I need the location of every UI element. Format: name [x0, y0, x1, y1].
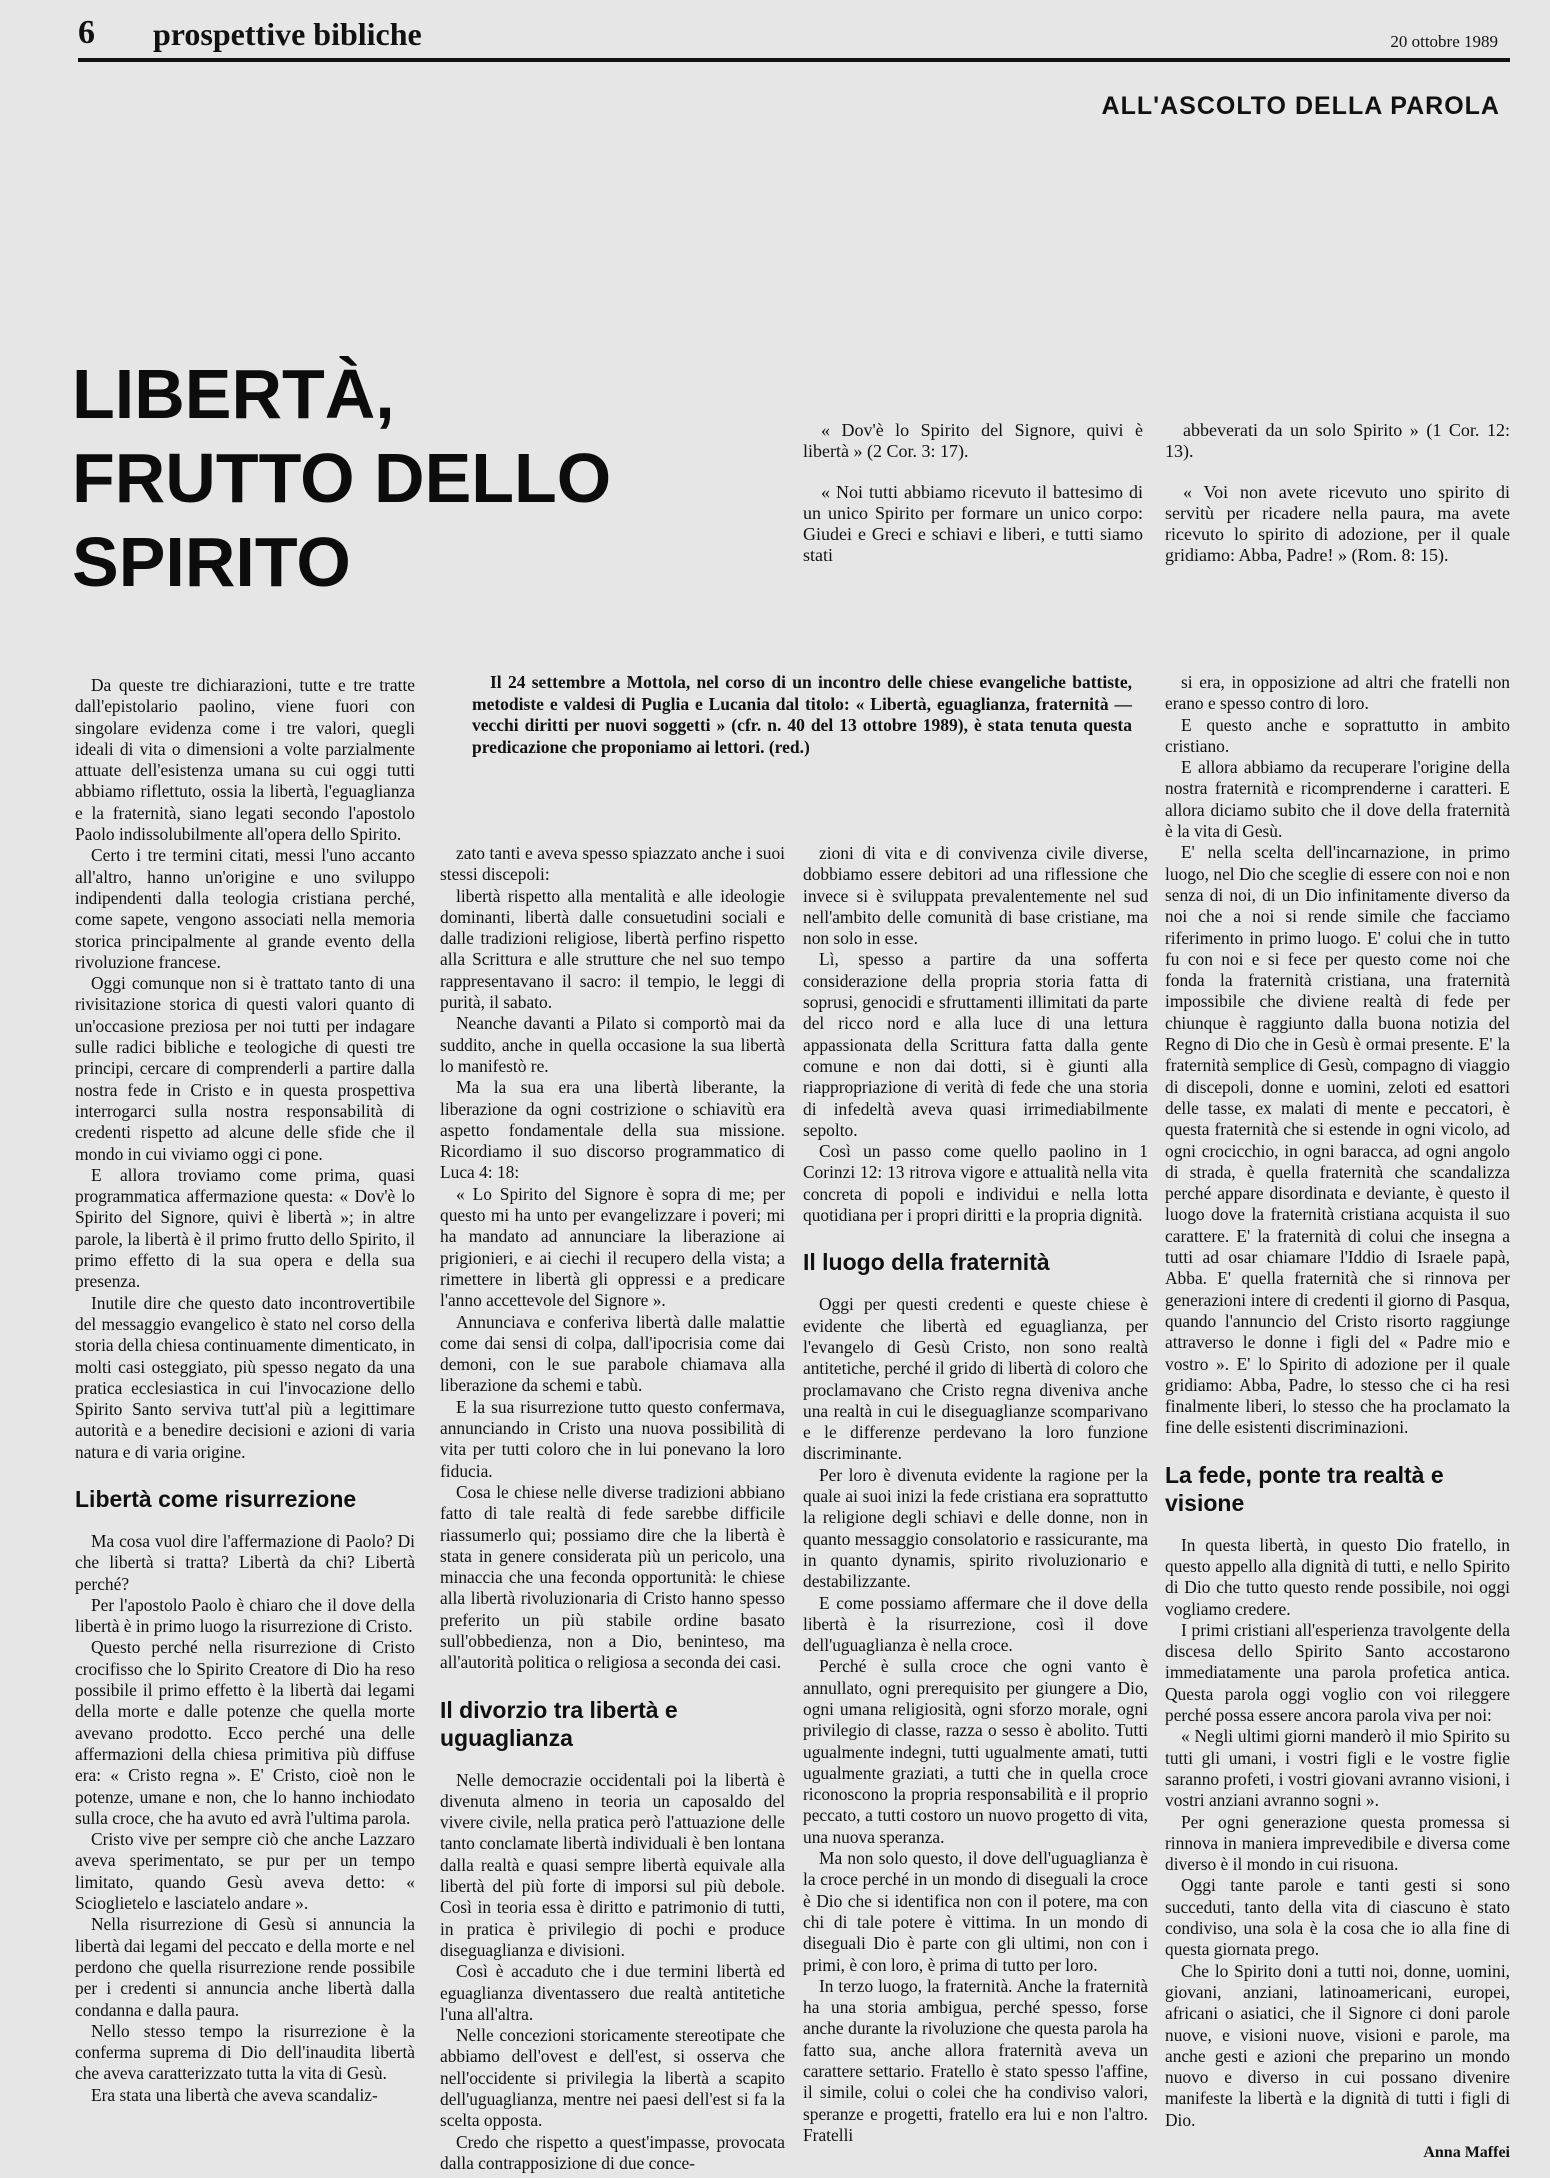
article-column-1	[75, 675, 415, 2145]
paragraph: Da queste tre dichiarazioni, tutte e tre tratte dall'epistolario paolino, viene fuori con singolare evidenza come i tre valori, quegli ideali di vita o dimensioni a volte parzialmente attuate dell'esistenza umana su cui oggi tutti abbiamo riflettuto, ossia la libertà, l'eguaglianza e la fraternità, siano legati secondo l'apostolo Paolo indissolubilmente all'opera dello Spirito.	[75, 675, 415, 845]
subheading: Il divorzio tra libertà e uguaglianza	[440, 1696, 678, 1751]
paragraph: Così un passo come quello paolino in 1 Corinzi 12: 13 ritrova vigore e attualità nella vita concreta di popoli e individui e nella lotta quotidiana per i propri diritti e la propria dignità.	[803, 1141, 1148, 1226]
column-body	[440, 843, 785, 1674]
epigraph-quotes-right	[1165, 420, 1510, 586]
column-body	[803, 843, 1148, 1226]
column-body	[803, 1294, 1148, 2146]
paragraph: Ma non solo questo, il dove dell'uguaglianza è la croce perché in un mondo di diseguali la croce è Dio che si identifica non con il potere, ma con chi di tale potere è vittima. In un mondo di diseguali Dio è parte con gli ultimi, non con i primi, è con loro, è prima di tutto per loro.	[803, 1848, 1148, 1975]
paragraph: Nelle democrazie occidentali poi la libertà è divenuta almeno in teoria un caposaldo del vivere civile, nella pratica però l'attuazione delle tanto conclamate libertà individuali è ben lontana dalla realtà e quasi sempre libertà equivale alla libertà del più forte di imporsi sul più debole. Così in teoria essa è diritto e patrimonio di tutti, in pratica è privilegio di pochi e produce diseguaglianza e divisioni.	[440, 1769, 785, 1960]
paragraph: Certo i tre termini citati, messi l'uno accanto all'altro, hanno un'origine e uno sviluppo indipendenti dalla teologia cristiana perché, come sapete, vengono associati nella memoria storica principalmente al grande evento della rivoluzione francese.	[75, 845, 415, 972]
paragraph: Annunciava e conferiva libertà dalle malattie come dai sensi di colpa, dall'ipocrisia come dai demoni, con le sue parabole chiamava alla liberazione da schemi e tabù.	[440, 1311, 785, 1396]
issue-date: 20 ottobre 1989	[1390, 32, 1498, 51]
editorial-intro: Il 24 settembre a Mottola, nel corso di un incontro delle chiese evangeliche battiste, metodiste e valdesi di Puglia e Lucania dal titolo: « Libertà, eguaglianza, fraternità — vecchi diritti per nuovi soggetti » (cfr. n. 40 del 13 ottobre 1989), è stata tenuta questa predicazione che proponiamo ai lettori. (red.)	[472, 672, 1132, 757]
article-title	[72, 352, 692, 604]
paragraph: Credo che rispetto a quest'impasse, provocata dalla contrapposizione di due conce-	[440, 2131, 785, 2173]
paragraph: E come possiamo affermare che il dove della libertà è la risurrezione, così il dove dell'uguaglianza è nella croce.	[803, 1592, 1148, 1656]
paragraph: E la sua risurrezione tutto questo confermava, annunciando in Cristo una nuova possibilità di vita per tutti coloro che in lui ponevano la loro fiducia.	[440, 1396, 785, 1481]
paragraph: « Lo Spirito del Signore è sopra di me; per questo mi ha unto per evangelizzare i poveri; mi ha mandato ad annunciare la liberazione ai prigionieri, e ai ciechi il recupero della vista; a rimettere in libertà gli oppressi e a predicare l'anno accettevole del Signore ».	[440, 1183, 785, 1311]
paragraph: libertà rispetto alla mentalità e alle ideologie dominanti, libertà dalle consuetudini sociali e dalle tradizioni religiose, libertà perfino rispetto alla Scrittura e alle strutture che nel suo tempo rappresentavano il sacro: il tempio, le leggi di purità, il sabato.	[440, 885, 785, 1013]
paragraph: Oggi per questi credenti e queste chiese è evidente che libertà ed eguaglianza, per l'evangelo di Gesù Cristo, non sono realtà antitetiche, perché il grido di libertà di coloro che proclamavano che Cristo regna diveniva anche una realtà in cui le diseguaglianze scomparivano e le differenze perdevano la loro funzione discriminante.	[803, 1294, 1148, 1464]
publication-name: prospettive bibliche	[153, 16, 422, 52]
paragraph: « Negli ultimi giorni manderò il mio Spirito su tutti gli umani, i vostri figli e le vostre figlie saranno profeti, i vostri giovani avranno visioni, i vostri anziani avranno sogni ».	[1165, 1726, 1510, 1811]
paragraph: Neanche davanti a Pilato si comportò mai da suddito, anche in quella occasione la sua libertà lo manifestò re.	[440, 1013, 785, 1076]
title-line: FRUTTO DELLO	[72, 439, 612, 517]
column-body	[440, 1770, 785, 2175]
section-label: ALL'ASCOLTO DELLA PAROLA	[1101, 92, 1500, 120]
paragraph: E' nella scelta dell'incarnazione, in primo luogo, nel Dio che sceglie di essere con noi e non senza di noi, di un Dio infinitamente diverso da noi che a noi si rende simile che facciamo riferimento in primo luogo. E' colui che in tutto fu con noi e si fece per questo come noi che fonda la fraternità cristiana, una fraternità impossibile che diviene realtà di fede per chiunque è raggiunto dalla buona notizia del Regno di Dio che in Gesù è ormai presente. E' la fraternità semplice di Gesù, compagno di viaggio di discepoli, donne e uomini, zeloti ed esattori delle tasse, ex malati di mente e peccatori, è questa fraternità che si estende in ogni vicolo, ad ogni crocicchio, in ogni baracca, ad ogni angolo di strada, è quella fraternità che scandalizza perché appare disordinata e deviante, è questo il luogo dove la fraternità cristiana acquista il suo carattere. E' la fraternità di colui che insegna a tutti ad osar chiamare l'Iddio di Israele papà, Abba. E' quella fraternità che si rinnova per generazioni intere di credenti il giorno di Pasqua, quando l'annuncio del Cristo risorto raggiunge attraverso le donne i figli del « Padre mio e vostro ». E' lo Spirito di adozione per il quale gridiamo: Abba, Padre, lo stesso che ci ha resi finalmente liberi, lo stesso che ha proclamato la fine delle esistenti discriminazioni.	[1165, 842, 1510, 1438]
paragraph: Cristo vive per sempre ciò che anche Lazzaro aveva sperimentato, se pur per un tempo limitato, quando Gesù aveva detto: « Scioglietelo e lasciatelo andare ».	[75, 1829, 415, 1914]
subheading: La fede, ponte tra realtà e visione	[1165, 1461, 1444, 1516]
header-rule	[78, 58, 1510, 62]
paragraph: E allora abbiamo da recuperare l'origine della nostra fraternità e ricomprenderne i caratteri. E allora diciamo subito che il dove della fraternità è la vita di Gesù.	[1165, 757, 1510, 842]
subheading: Il luogo della fraternità	[803, 1249, 1050, 1276]
paragraph: E questo anche e soprattutto in ambito cristiano.	[1165, 714, 1510, 756]
paragraph: Inutile dire che questo dato incontrovertibile del messaggio evangelico è stato nel corso della storia della chiesa continuamente dimenticato, in molti casi osteggiato, più spesso negato da una pratica ecclesiastica in cui l'invocazione dello Spirito Santo serviva tutt'al più a legittimare autorità e a benedire decisioni e azioni di varia natura e di varia origine.	[75, 1292, 415, 1462]
paragraph: si era, in opposizione ad altri che fratelli non erano e spesso contro di loro.	[1165, 672, 1510, 714]
paragraph: Nella risurrezione di Gesù si annuncia la libertà dai legami del peccato e della morte e nel perdono che quella risurrezione rende possibile per i credenti si annuncia anche libertà dalla condanna e dalla paura.	[75, 1914, 415, 2020]
paragraph: Così è accaduto che i due termini libertà ed eguaglianza diventassero due realtà antitetiche l'una all'altra.	[440, 1961, 785, 2024]
subheading: Libertà come risurrezione	[75, 1485, 357, 1512]
paragraph: Lì, spesso a partire da una sofferta considerazione della propria storia fatta di soprusi, genocidi e sfruttamenti illimitati da parte del ricco nord e alla luce di una lettura appassionata della Scrittura fatta dalla gente comune e non dai dotti, si è giunti alla riappropriazione di verità di fede che una storia di infedeltà aveva quasi irrimediabilmente sepolto.	[803, 949, 1148, 1140]
article-column-2	[440, 843, 785, 2173]
paragraph: « Dov'è lo Spirito del Signore, quivi è libertà » (2 Cor. 3: 17).	[803, 420, 1143, 461]
author-signature: Anna Maffei	[1423, 2144, 1510, 2161]
paragraph: Che lo Spirito doni a tutti noi, donne, uomini, giovani, anziani, latinoamericani, europei, africani o asiatici, che il Signore ci doni parole nuove, e visioni nuove, visioni e parole, ma anche gesti e azioni che preparino un mondo nuovo e diverso in cui possano divenire manifeste la libertà e la dignità di tutti i figli di Dio.	[1165, 1960, 1510, 2130]
paragraph: In questa libertà, in questo Dio fratello, in questo appello alla dignità di tutti, e nello Spirito di Dio che tutto questo rende possibile, noi oggi vogliamo credere.	[1165, 1534, 1510, 1619]
paragraph: Perché è sulla croce che ogni vanto è annullato, ogni prerequisito per giungere a Dio, ogni umana religiosità, ogni sforzo morale, ogni privilegio di classe, razza o sesso è abolito. Tutti ugualmente indegni, tutti ugualmente amati, tutti ugualmente graziati, a tutti che in quella croce riconoscono la propria responsabilità e il proprio peccato, a tutti costoro un nuovo progetto di vita, una nuova speranza.	[803, 1656, 1148, 1847]
paragraph: Per loro è divenuta evidente la ragione per la quale ai suoi inizi la fede cristiana era soprattutto la religione degli schiavi e delle donne, non in quanto messaggio consolatorio e rassicurante, ma in quanto dynamis, spirito rivoluzionario e destabilizzante.	[803, 1464, 1148, 1592]
paragraph: Era stata una libertà che aveva scandaliz-	[91, 2084, 378, 2105]
paragraph: I primi cristiani all'esperienza travolgente della discesa dello Spirito Santo accostarono immediatamente una parola profetica antica. Questa parola oggi voglio con voi rileggere perché possa essere ancora parola viva per noi:	[1165, 1619, 1510, 1726]
title-line: LIBERTÀ,	[72, 355, 395, 433]
column-body	[75, 1531, 415, 2106]
paragraph: Ma cosa vuol dire l'affermazione di Paolo? Di che libertà si tratta? Libertà da chi? Libertà perché?	[75, 1530, 415, 1594]
paragraph: In terzo luogo, la fraternità. Anche la fraternità ha una storia ambigua, perché spesso, forse anche durante la rivoluzione che questa parola ha fatto sua, anche allora fraternità aveva un carattere settario. Fratello è stato spesso l'affine, il simile, colui o colei che ha condiviso valori, speranze e progetti, fratello era lui e non l'altro. Fratelli	[803, 1975, 1148, 2145]
paragraph: « Voi non avete ricevuto uno spirito di servitù per ricadere nella paura, ma avete ricevuto lo spirito di adozione, per il quale gridiamo: Abba, Padre! » (Rom. 8: 15).	[1165, 482, 1510, 565]
paragraph: zioni di vita e di convivenza civile diverse, dobbiamo essere debitori ad una riflessione che invece si è sviluppata prevalentemente nel sud nell'ambito delle comunità di base cristiane, ma non solo in esse.	[803, 843, 1148, 949]
article-column-4	[1165, 672, 1510, 2130]
paragraph: Per ogni generazione questa promessa si rinnova in maniera imprevedibile e diversa come diverso è il mondo in cui risuona.	[1165, 1811, 1510, 1875]
paragraph: Oggi comunque non si è trattato tanto di una rivisitazione storica di questi valori quanto di un'occasione preziosa per noi tutti per indagare sulle radici bibliche e teologiche di questi tre principi, cercare di comprenderli a partire dalla nostra fede in Cristo e in questa prospettiva interrogarci sulla nostra responsabilità di credenti rispetto ad alcune delle sfide che il mondo in cui viviamo oggi ci pone.	[75, 973, 415, 1164]
title-line: SPIRITO	[72, 523, 351, 601]
column-body	[1165, 672, 1510, 1439]
paragraph: zato tanti e aveva spesso spiazzato anche i suoi stessi discepoli:	[440, 843, 785, 885]
paragraph: abbeverati da un solo Spirito » (1 Cor. 12: 13).	[1165, 420, 1510, 461]
page-header	[78, 10, 1510, 58]
column-body	[75, 675, 415, 1463]
article-column-3	[803, 843, 1148, 2145]
column-body	[1165, 1535, 1510, 2131]
paragraph: « Noi tutti abbiamo ricevuto il battesimo di un unico Spirito per formare un unico corpo: Giudei e Greci e schiavi e liberi, e tutti siamo stati	[803, 482, 1143, 565]
paragraph: Per l'apostolo Paolo è chiaro che il dove della libertà è in primo luogo la risurrezione di Cristo.	[75, 1594, 415, 1637]
paragraph: Questo perché nella risurrezione di Cristo crocifisso che lo Spirito Creatore di Dio ha reso possibile il primo effetto è la libertà dai legami della morte e dalle potenze che quella morte avevano prodotto. Ecco perché una delle affermazioni della chiesa primitiva più diffuse era: « Cristo regna ». E' Cristo, cioè non le potenze, umane e non, che lo hanno inchiodato sulla croce, che ha avuto ed avrà l'ultima parola.	[75, 1637, 415, 1828]
paragraph: Nelle concezioni storicamente stereotipate che abbiamo dell'ovest e dell'est, si osserva che nell'occidente si privilegia la libertà a scapito dell'uguaglianza, mentre nei paesi dell'est si fa la scelta opposta.	[440, 2025, 785, 2131]
paragraph: Nello stesso tempo la risurrezione è la conferma suprema di Dio dell'inaudita libertà che aveva caratterizzato tutta la vita di Gesù.	[75, 2020, 415, 2084]
paragraph: Ma la sua era una libertà liberante, la liberazione da ogni costrizione o schiavitù era aspetto fondamentale della sua missione. Ricordiamo il suo discorso programmatico di Luca 4: 18:	[440, 1077, 785, 1183]
paragraph: E allora troviamo come prima, quasi programmatica affermazione questa: « Dov'è lo Spirito del Signore, quivi è libertà »; in altre parole, la libertà è il primo frutto dello Spirito, il primo effetto di la sua opera e della sua presenza.	[75, 1164, 415, 1292]
paragraph: Cosa le chiese nelle diverse tradizioni abbiano fatto di tale realtà di fede sarebbe difficile riassumerlo qui; possiamo dire che la libertà è stata in genere considerata più un pericolo, una minaccia che una feconda opportunità: le chiese alla libertà rivoluzionaria di Cristo hanno spesso preferito un più stabile ordine basato sull'obbedienza, non a Dio, beninteso, ma all'autorità politica o religiosa a seconda dei casi.	[440, 1481, 785, 1673]
page-number: 6	[78, 14, 95, 51]
paragraph: Oggi tante parole e tanti gesti si sono succeduti, tanto della vita di ciascuno è stato condiviso, una sola è la cosa che io alla fine di questa giornata prego.	[1165, 1875, 1510, 1960]
epigraph-quotes-left	[803, 420, 1143, 586]
